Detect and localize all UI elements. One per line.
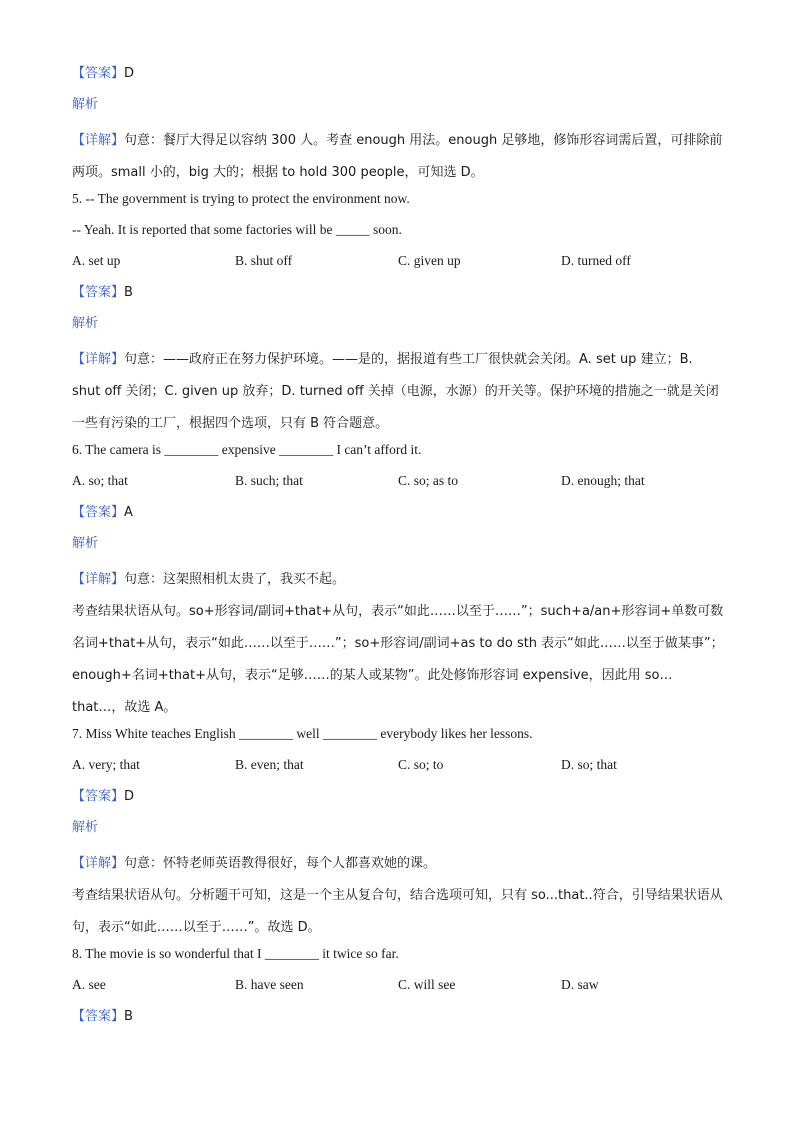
block-text: 8. The movie is so wonderful that I ________ it twice so far. <box>72 946 399 961</box>
answer-line <box>72 1005 724 1026</box>
block-text: 6. The camera is ________ expensive ________ I can’t afford it. <box>72 442 422 457</box>
section-tag: 【答案】 <box>72 505 125 520</box>
section-tag: 解析 <box>72 820 99 835</box>
analysis-label <box>72 312 724 333</box>
section-tag: 【答案】 <box>72 66 125 81</box>
answer-line <box>72 281 724 302</box>
block-text: 考查结果状语从句。so+形容词/副词+that+从句，表示“如此……以至于……”；such+a/an+形容词+单数可数名词+that+从句，表示“如此……以至于……”；so+形容词/副词+as to do sth 表示“如此……以至于做某事”；enough+名词+that+从句，表示“足够……的某人或某物”。此处修饰形容词 expensive，因此用 so…that…，故选 A。 <box>72 604 724 715</box>
question-text <box>72 439 724 460</box>
block-text: 句意：餐厅大得足以容纳 300 人。考查 enough 用法。enough 足够地，修饰形容词需后置，可排除前两项。small 小的，big 大的；根据 to hold 300 people，可知选 D。 <box>72 133 723 180</box>
answer-line <box>72 501 724 522</box>
section-tag: 解析 <box>72 316 99 331</box>
section-tag: 【答案】 <box>72 285 125 300</box>
section-tag: 【详解】 <box>72 572 125 587</box>
option-item: A. set up <box>72 253 121 268</box>
option-item: C. so; as to <box>398 473 459 488</box>
block-text: D <box>124 789 135 804</box>
block-text: A <box>124 505 133 520</box>
option-item: B. even; that <box>235 757 304 772</box>
option-item: D. turned off <box>561 253 631 268</box>
block-text: -- Yeah. It is reported that some factories will be _____ soon. <box>72 222 402 237</box>
section-tag: 【答案】 <box>72 1009 125 1024</box>
option-item: D. so; that <box>561 757 617 772</box>
option-item: A. very; that <box>72 757 140 772</box>
block-text: 句意：这架照相机太贵了，我买不起。 <box>124 572 346 587</box>
section-tag: 解析 <box>72 97 99 112</box>
option-item: A. see <box>72 977 106 992</box>
section-tag: 解析 <box>72 536 99 551</box>
block-text: 句意：怀特老师英语教得很好，每个人都喜欢她的课。 <box>124 856 437 871</box>
option-item: C. so; to <box>398 757 444 772</box>
analysis-label <box>72 816 724 837</box>
detail-paragraph <box>72 847 724 879</box>
answer-line <box>72 62 724 83</box>
explanation-paragraph <box>72 879 724 943</box>
answer-options <box>72 974 724 995</box>
answer-line <box>72 785 724 806</box>
question-text <box>72 219 724 240</box>
block-text: D <box>124 66 135 81</box>
block-text: 句意：——政府正在努力保护环境。——是的，据报道有些工厂很快就会关闭。A. set up 建立；B. shut off 关闭；C. given up 放弃；D. turned off 关掉（电源，水源）的开关等。保护环境的措施之一就是关闭一些有污染的工厂，根据四个选项，只有 B 符合题意。 <box>72 352 719 431</box>
answer-options <box>72 754 724 775</box>
option-item: B. have seen <box>235 977 304 992</box>
section-tag: 【详解】 <box>72 856 125 871</box>
analysis-label <box>72 532 724 553</box>
option-item: B. shut off <box>235 253 293 268</box>
option-item: C. given up <box>398 253 461 268</box>
answer-options <box>72 470 724 491</box>
answer-options <box>72 250 724 271</box>
question-text <box>72 723 724 744</box>
document-content <box>72 62 724 1036</box>
block-text: B <box>124 1009 133 1024</box>
option-item: D. saw <box>561 977 599 992</box>
detail-paragraph <box>72 124 724 188</box>
block-text: 考查结果状语从句。分析题干可知，这是一个主从复合句，结合选项可知，只有 so...that..符合，引导结果状语从句，表示“如此……以至于……”。故选 D。 <box>72 888 723 935</box>
option-item: A. so; that <box>72 473 128 488</box>
block-text: B <box>124 285 133 300</box>
analysis-label <box>72 93 724 114</box>
block-text: 5. -- The government is trying to protect the environment now. <box>72 191 410 206</box>
option-item: D. enough; that <box>561 473 645 488</box>
section-tag: 【详解】 <box>72 133 125 148</box>
detail-paragraph <box>72 563 724 595</box>
question-text <box>72 188 724 209</box>
explanation-paragraph <box>72 595 724 723</box>
block-text: 7. Miss White teaches English ________ well ________ everybody likes her lessons. <box>72 726 533 741</box>
option-item: C. will see <box>398 977 456 992</box>
section-tag: 【详解】 <box>72 352 125 367</box>
option-item: B. such; that <box>235 473 303 488</box>
question-text <box>72 943 724 964</box>
section-tag: 【答案】 <box>72 789 125 804</box>
detail-paragraph <box>72 343 724 439</box>
